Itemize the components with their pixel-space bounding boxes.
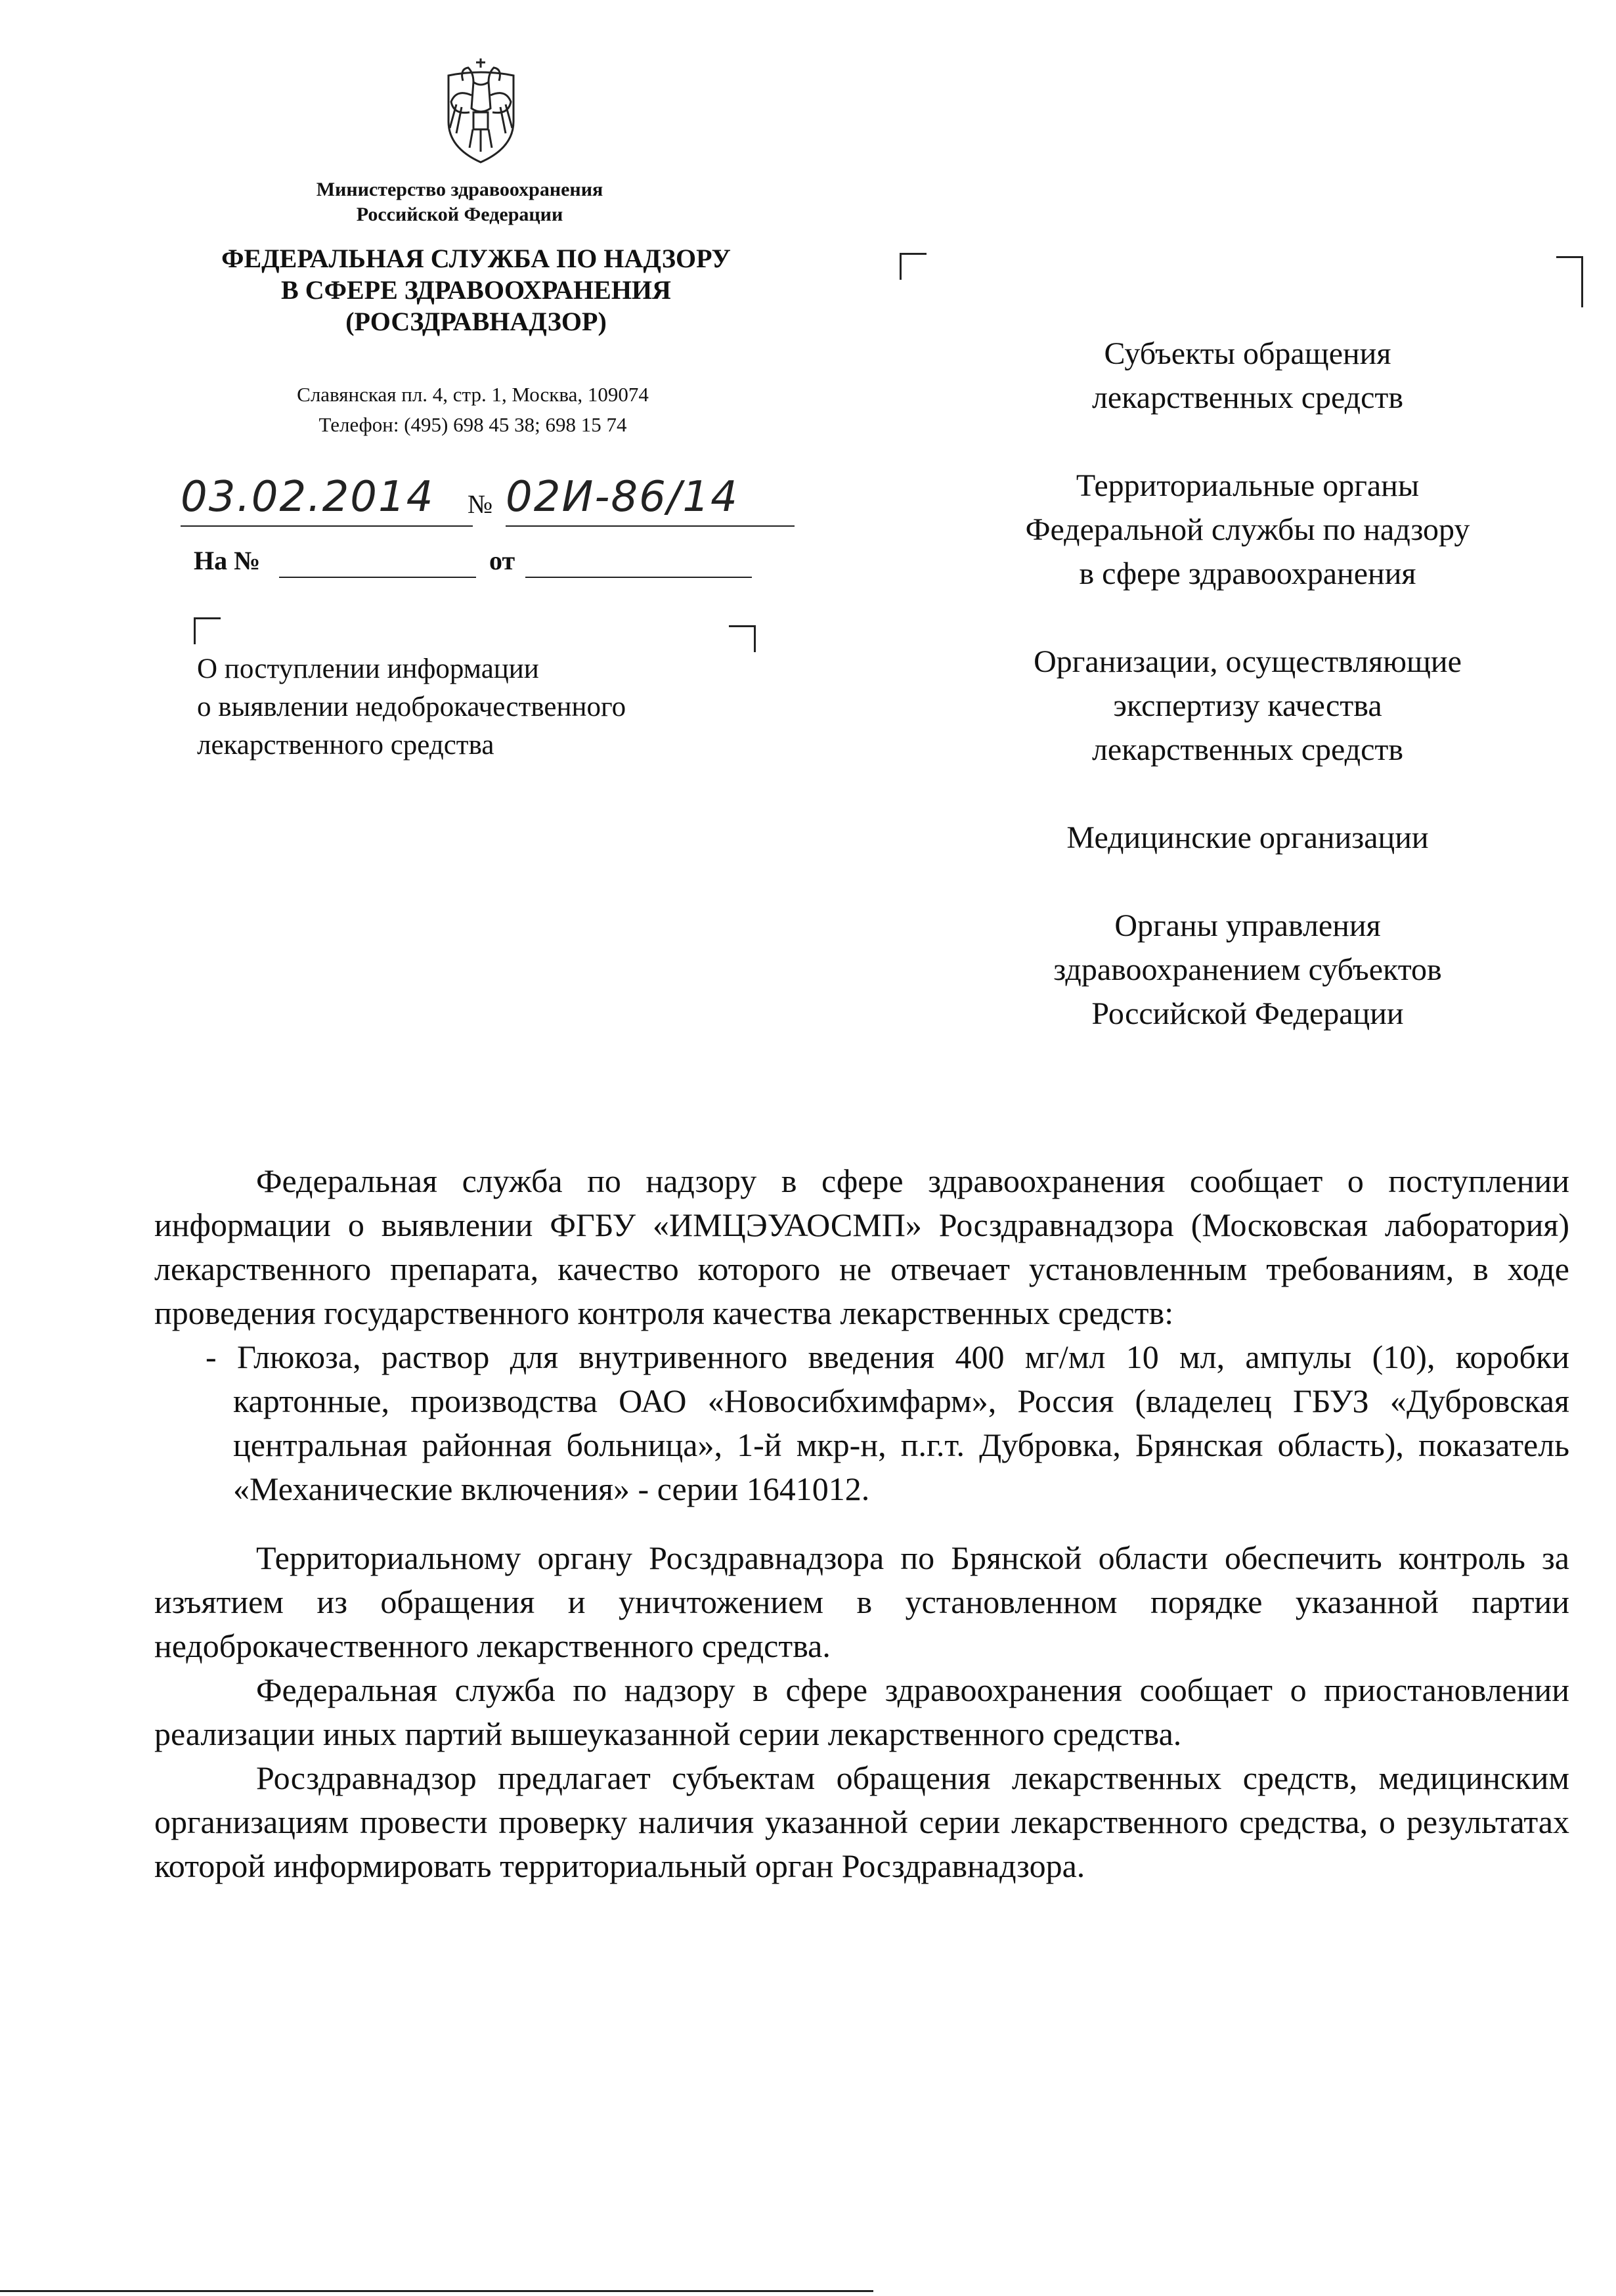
recipient-line: Медицинские организации	[1066, 820, 1429, 855]
contact-block	[223, 380, 722, 440]
recipient-group-2	[919, 464, 1576, 596]
reference-from-label: от	[489, 546, 515, 575]
recipient-line: экспертизу качества	[1113, 688, 1382, 723]
recipient-line: Субъекты обращения	[1104, 336, 1391, 371]
phone: Телефон: (495) 698 45 38; 698 15 74	[318, 413, 627, 436]
recipients-block	[919, 332, 1576, 1080]
ministry-line-2: Российской Федерации	[356, 204, 563, 225]
recipient-group-3	[919, 640, 1576, 772]
number-sign: №	[468, 489, 493, 519]
recipient-corner-left	[900, 253, 927, 280]
handwritten-date: 03.02.2014	[181, 473, 435, 521]
recipient-line: здравоохранением субъектов	[1053, 952, 1442, 987]
service-line-2: В СФЕРЕ ЗДРАВООХРАНЕНИЯ	[281, 275, 671, 305]
recipient-group-1	[919, 332, 1576, 420]
page-bottom-rule	[0, 2290, 873, 2292]
recipient-group-5	[919, 904, 1576, 1036]
recipient-line: Органы управления	[1114, 908, 1381, 943]
ministry-line-1: Министерство здравоохранения	[316, 179, 603, 200]
reference-number-line	[279, 577, 476, 578]
subject-line-3: лекарственного средства	[197, 730, 494, 761]
body-list-item: - Глюкоза, раствор для внутривенного введения 400 мг/мл 10 мл, ампулы (10), коробки картонные, производства ОАО «Новосибхимфарм», Россия (владелец ГБУЗ «Дубровская центральная районная больница», 1-й мкр-н, п.г.т. Дубровка, Брянская область), показатель «Механические включения» - серии 1641012.	[206, 1338, 1569, 1507]
subject-line-2: о выявлении недоброкачественного	[197, 692, 626, 722]
body-paragraph-2: Территориальному органу Росздравнадзора по Брянской области обеспечить контроль за изъятием из обращения и уничтожением в установленном порядке указанной партии недоброкачественного лекарственного средства.	[154, 1539, 1569, 1664]
body-paragraph-4: Росздравнадзор предлагает субъектам обращения лекарственных средств, медицинским организациям провести проверку наличия указанной серии лекарственного средства, о результатах которой информировать территориальный орган Росздравнадзора.	[154, 1759, 1569, 1884]
recipient-line: лекарственных средств	[1091, 380, 1404, 415]
reference-date-line	[525, 577, 752, 578]
reference-label: На №	[194, 546, 261, 575]
subject-corner-right	[729, 625, 756, 652]
ministry-name	[250, 177, 670, 227]
body-paragraph-3: Федеральная служба по надзору в сфере здравоохранения сообщает о приостановлении реализации иных партий вышеуказанной серии лекарственного средства.	[154, 1671, 1569, 1752]
recipient-line: лекарственных средств	[1091, 732, 1404, 767]
body-paragraph-1: Федеральная служба по надзору в сфере здравоохранения сообщает о поступлении информации о выявлении ФГБУ «ИМЦЭУАОСМП» Росздравнадзора (Московская лаборатория) лекарственного препарата, качество которого не отвечает установленным требованиям, в ходе проведения государственного контроля качества лекарственных средств:	[154, 1162, 1569, 1331]
date-underline	[181, 525, 473, 527]
recipient-line: Российской Федерации	[1091, 996, 1404, 1031]
address: Славянская пл. 4, стр. 1, Москва, 109074	[297, 383, 649, 406]
recipient-line: Организации, осуществляющие	[1034, 644, 1462, 679]
letter-body	[154, 1159, 1569, 1888]
coat-of-arms-icon	[430, 49, 532, 167]
handwritten-number: 02И-86/14	[506, 473, 739, 521]
subject-line-1: О поступлении информации	[197, 653, 539, 684]
recipient-corner-right	[1556, 256, 1583, 307]
service-line-3: (РОСЗДРАВНАДЗОР)	[345, 307, 607, 336]
service-line-1: ФЕДЕРАЛЬНАЯ СЛУЖБА ПО НАДЗОРУ	[221, 244, 731, 273]
number-underline	[506, 525, 795, 527]
letter-subject	[197, 650, 735, 764]
service-name	[190, 243, 762, 338]
subject-corner-left	[194, 617, 221, 644]
recipient-line: Федеральной службы по надзору	[1025, 512, 1470, 547]
recipient-line: Территориальные органы	[1076, 468, 1420, 503]
recipient-line: в сфере здравоохранения	[1079, 556, 1416, 591]
recipient-group-4	[919, 816, 1576, 860]
